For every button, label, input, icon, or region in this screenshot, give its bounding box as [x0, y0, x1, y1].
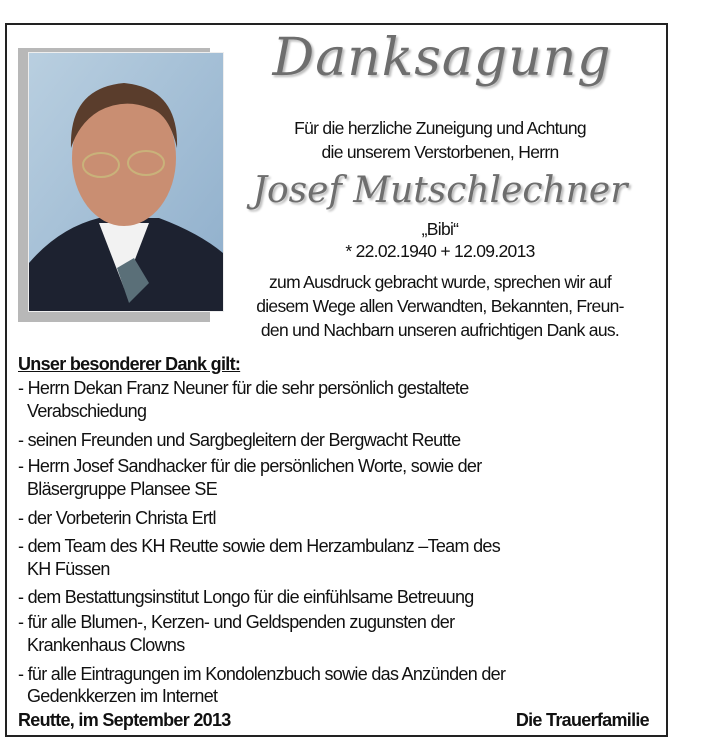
thanks-item-cont: KH Füssen	[27, 559, 110, 579]
intro-line: Für die herzliche Zuneigung und Achtung	[294, 118, 586, 138]
place-date: Reutte, im September 2013	[18, 710, 231, 730]
thanks-item: - für alle Eintragungen im Kondolenzbuch sowie das Anzünden der	[18, 664, 506, 684]
thanks-item: - Herrn Dekan Franz Neuner für die sehr persönlich gestaltete	[18, 378, 469, 398]
thanks-item: - seinen Freunden und Sargbegleitern der Bergwacht Reutte	[18, 430, 461, 450]
thanks-item-cont: Verabschiedung	[27, 401, 147, 421]
special-thanks-heading: Unser besonderer Dank gilt:	[18, 354, 241, 374]
body-line: zum Ausdruck gebracht wurde, sprechen wir auf	[268, 272, 612, 292]
thanks-item: - für alle Blumen-, Kerzen- und Geldspenden zugunsten der	[18, 612, 455, 632]
thanks-item: - Herrn Josef Sandhacker für die persönlichen Worte, sowie der	[18, 456, 482, 476]
thanks-item-cont: Krankenhaus Clowns	[27, 635, 185, 655]
signature: Die Trauerfamilie	[515, 710, 649, 730]
thanks-item-cont: Bläsergruppe Plansee SE	[27, 479, 218, 499]
deceased-name: Josef Mutschlechner	[252, 170, 628, 211]
thanks-item: - der Vorbeterin Christa Ertl	[18, 508, 216, 528]
thanks-item-cont: Gedenkkerzen im Internet	[27, 686, 218, 706]
life-dates: * 22.02.1940 + 12.09.2013	[345, 241, 535, 261]
portrait-photo	[28, 52, 224, 312]
thanks-item: - dem Team des KH Reutte sowie dem Herzambulanz –Team des	[18, 536, 501, 556]
notice-title: Danksagung	[272, 28, 612, 88]
intro-line: die unserem Verstorbenen, Herrn	[321, 142, 559, 162]
nickname: „Bibi“	[421, 219, 459, 239]
body-line: diesem Wege allen Verwandten, Bekannten, Freun-	[256, 296, 624, 316]
body-line: den und Nachbarn unseren aufrichtigen Dank aus.	[260, 320, 620, 340]
thanks-item: - dem Bestattungsinstitut Longo für die einfühlsame Betreuung	[18, 587, 474, 607]
